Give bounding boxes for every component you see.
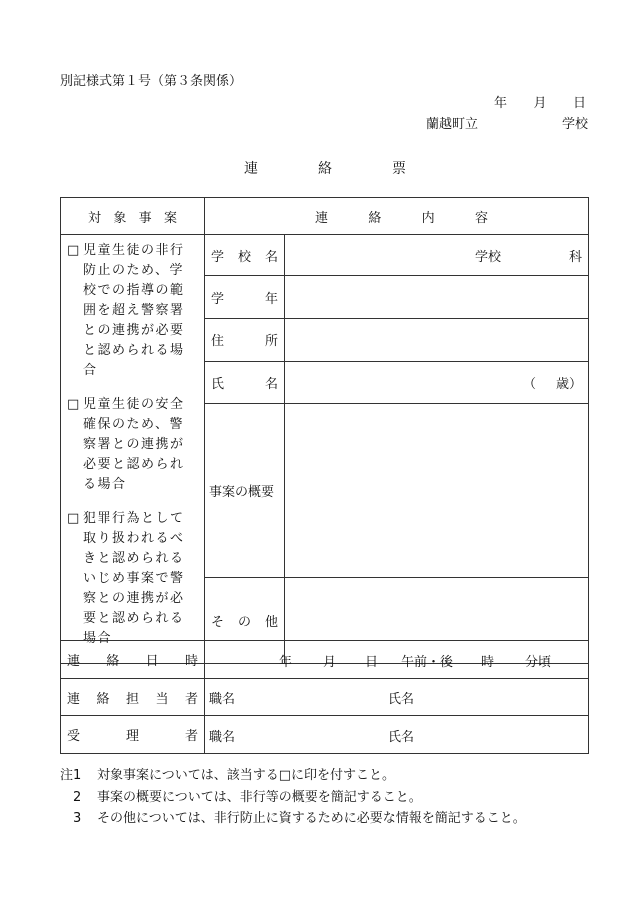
case-text: 児童生徒の安全確保のため、警察署との連携が必要と認められる場合 (83, 397, 185, 492)
school-name-label: 学 校 名 (205, 235, 285, 276)
contact-person-field[interactable] (205, 679, 589, 716)
note-text: その他については、非行防止に資するために必要な情報を簡記すること。 (97, 811, 526, 826)
name-field[interactable] (285, 361, 589, 404)
title-char: 票 (392, 161, 406, 177)
checkbox[interactable]: □ (67, 243, 80, 258)
case-item (65, 395, 198, 495)
contact-detail-table (60, 640, 589, 754)
name-label: 氏 名 (205, 361, 285, 404)
document-title (244, 158, 406, 178)
address-field[interactable] (285, 319, 589, 362)
school-value-label: 学校 (475, 250, 502, 266)
school-suffix: 学校 (561, 117, 588, 132)
contact-table (60, 197, 589, 664)
date-month-label: 月 (533, 96, 547, 111)
receiver-label: 受 理 者 (61, 716, 205, 754)
note-item (60, 764, 395, 783)
contact-person-label: 連 絡 担 当 者 (61, 679, 205, 716)
job-title-label: 職名 (209, 729, 236, 745)
date-day-label: 日 (572, 96, 586, 111)
dt-month: 月 (323, 654, 337, 670)
other-label: そ の 他 (205, 577, 285, 663)
note-prefix: 注 (60, 768, 74, 783)
case-item (65, 241, 198, 381)
summary-field[interactable] (285, 404, 589, 578)
datetime-label: 連 絡 日 時 (61, 641, 205, 679)
case-list-cell (61, 235, 205, 664)
dt-minute: 分頃 (525, 654, 552, 670)
datetime-field[interactable] (205, 641, 589, 679)
note-number: 3 (73, 811, 82, 826)
title-char: 絡 (318, 161, 332, 177)
receiver-field[interactable] (205, 716, 589, 754)
note-number: 2 (73, 790, 82, 805)
checkbox[interactable]: □ (67, 397, 80, 412)
dt-year: 年 (279, 654, 293, 670)
person-name-label: 氏名 (388, 729, 415, 745)
dt-ampm: 午前・後 (401, 654, 454, 670)
person-name-label: 氏名 (388, 692, 415, 707)
school-dept-label: 科 (568, 250, 582, 266)
grade-field[interactable] (285, 276, 589, 319)
note-text: 事案の概要については、非行等の概要を簡記すること。 (97, 790, 422, 805)
date-year-label: 年 (494, 96, 508, 111)
date-line (494, 92, 586, 111)
note-item (73, 786, 422, 805)
title-char: 連 (244, 161, 258, 177)
grade-label: 学 年 (205, 276, 285, 319)
job-title-label: 職名 (209, 692, 236, 707)
summary-label: 事案の概要 (205, 404, 285, 578)
form-reference: 別記様式第１号（第３条関係） (60, 74, 243, 89)
address-label: 住 所 (205, 319, 285, 362)
age-close-label: 歳） (555, 377, 582, 393)
note-text: 対象事案については、該当する□に印を付すこと。 (97, 768, 396, 783)
school-prefix: 蘭越町立 (426, 117, 479, 132)
age-open-paren: （ (523, 377, 537, 393)
case-item (65, 509, 198, 649)
school-line (426, 113, 588, 132)
case-text: 犯罪行為として取り扱われるべきと認められるいじめ事案で警察との連携が必要と認められる場合 (83, 511, 185, 646)
dt-hour: 時 (481, 654, 495, 670)
checkbox[interactable]: □ (67, 511, 80, 526)
contact-content-header: 連 絡 内 容 (205, 198, 589, 235)
target-case-header: 対 象 事 案 (61, 198, 205, 235)
note-item (73, 807, 526, 826)
case-text: 児童生徒の非行防止のため、学校での指導の範囲を超え警察署との連携が必要と認められる場合 (83, 243, 185, 378)
school-name-field[interactable] (285, 235, 589, 276)
note-number: 1 (73, 768, 82, 783)
dt-day: 日 (365, 654, 379, 670)
